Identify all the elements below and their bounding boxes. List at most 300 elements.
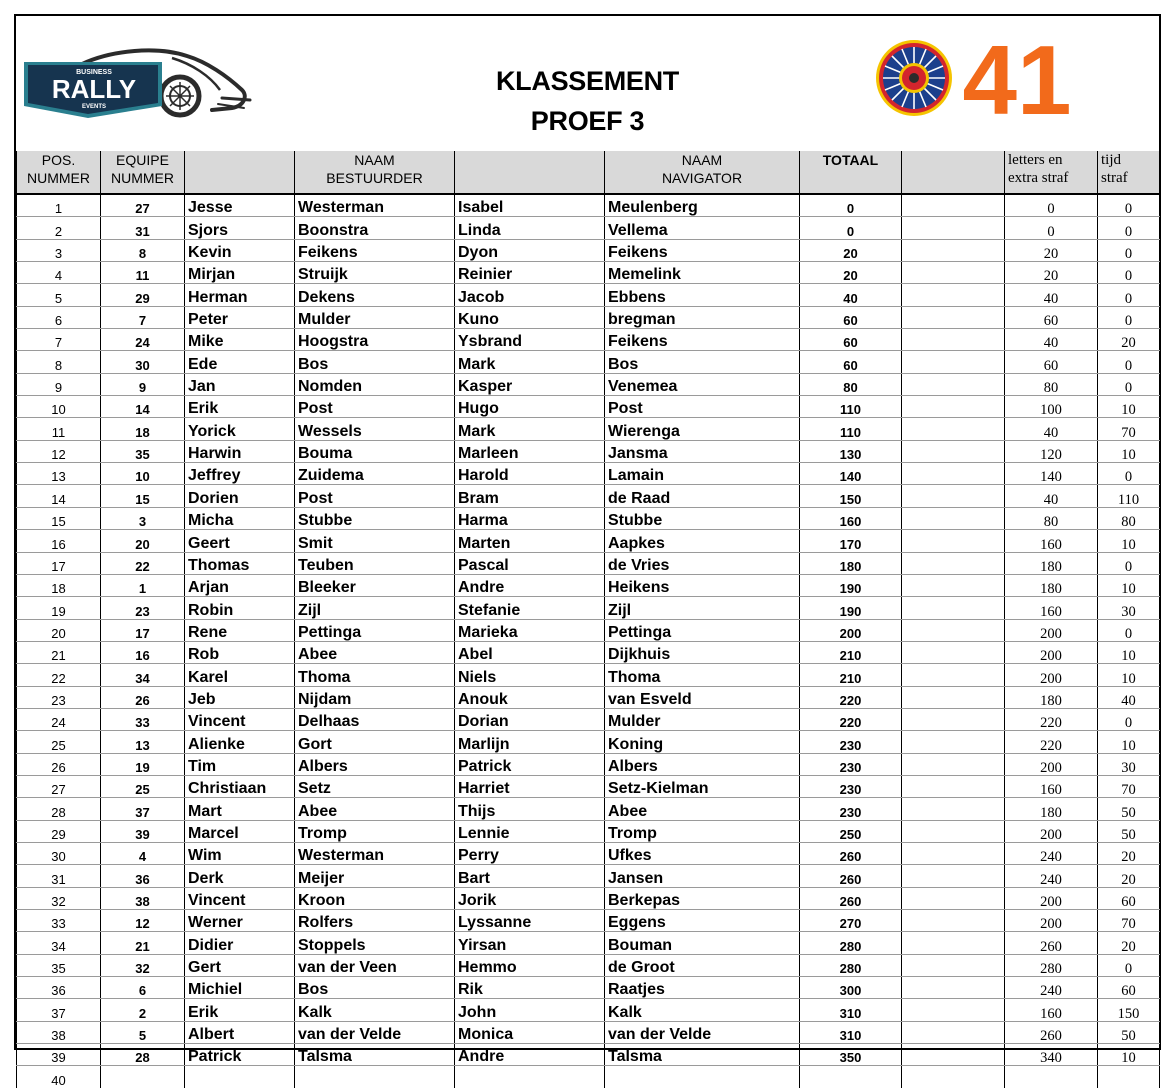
cell-equipe: 6 xyxy=(101,977,185,999)
cell-navigator-last-name: Dijkhuis xyxy=(605,641,800,663)
cell-position: 25 xyxy=(17,731,101,753)
cell-driver-first-name: Patrick xyxy=(185,1044,295,1066)
cell-tijd-straf: 20 xyxy=(1098,932,1160,954)
cell-letters-straf: 220 xyxy=(1005,731,1098,753)
col-header-driver-first xyxy=(185,151,295,194)
col-header-pos: POS. NUMMER xyxy=(17,151,101,194)
cell-position: 11 xyxy=(17,418,101,440)
table-row xyxy=(17,329,1160,351)
cell-totaal: 40 xyxy=(800,284,902,306)
cell-navigator-first-name: Anouk xyxy=(455,686,605,708)
cell-totaal: 220 xyxy=(800,708,902,730)
table-row xyxy=(17,239,1160,261)
cell-navigator-last-name: Setz-Kielman xyxy=(605,775,800,797)
cell-navigator-first-name: Andre xyxy=(455,1044,605,1066)
table-row xyxy=(17,977,1160,999)
cell-letters-straf: 240 xyxy=(1005,977,1098,999)
logo-text-events: EVENTS xyxy=(81,104,107,110)
cell-driver-first-name: Micha xyxy=(185,507,295,529)
cell-position: 23 xyxy=(17,686,101,708)
cell-driver-first-name: Erik xyxy=(185,396,295,418)
cell-empty xyxy=(902,418,1005,440)
table-row xyxy=(17,262,1160,284)
cell-letters-straf: 60 xyxy=(1005,351,1098,373)
cell-empty xyxy=(902,865,1005,887)
cell-tijd-straf: 0 xyxy=(1098,463,1160,485)
cell-navigator-first-name: Marleen xyxy=(455,440,605,462)
cell-letters-straf: 120 xyxy=(1005,440,1098,462)
cell-driver-first-name: Harwin xyxy=(185,440,295,462)
table-row xyxy=(17,597,1160,619)
cell-equipe: 11 xyxy=(101,262,185,284)
cell-equipe: 21 xyxy=(101,932,185,954)
cell-equipe: 2 xyxy=(101,999,185,1021)
table-row xyxy=(17,351,1160,373)
cell-navigator-last-name: Feikens xyxy=(605,239,800,261)
table-row xyxy=(17,1066,1160,1088)
cell-totaal: 170 xyxy=(800,530,902,552)
cell-equipe: 37 xyxy=(101,798,185,820)
cell-equipe: 12 xyxy=(101,910,185,932)
cell-navigator-first-name: Hugo xyxy=(455,396,605,418)
cell-letters-straf: 40 xyxy=(1005,329,1098,351)
cell-totaal: 250 xyxy=(800,820,902,842)
cell-letters-straf: 200 xyxy=(1005,910,1098,932)
cell-navigator-first-name: Linda xyxy=(455,217,605,239)
cell-tijd-straf: 10 xyxy=(1098,664,1160,686)
cell-position: 17 xyxy=(17,552,101,574)
cell-equipe: 39 xyxy=(101,820,185,842)
col-header-equipe: EQUIPE NUMMER xyxy=(101,151,185,194)
cell-driver-first-name: Erik xyxy=(185,999,295,1021)
table-row xyxy=(17,641,1160,663)
cell-equipe: 4 xyxy=(101,842,185,864)
cell-position: 18 xyxy=(17,574,101,596)
cell-equipe: 5 xyxy=(101,1021,185,1043)
cell-equipe: 14 xyxy=(101,396,185,418)
cell-navigator-last-name: Talsma xyxy=(605,1044,800,1066)
cell-equipe: 29 xyxy=(101,284,185,306)
cell-tijd-straf: 10 xyxy=(1098,530,1160,552)
cell-tijd-straf: 110 xyxy=(1098,485,1160,507)
cell-navigator-first-name: Lennie xyxy=(455,820,605,842)
cell-equipe: 17 xyxy=(101,619,185,641)
cell-totaal: 210 xyxy=(800,664,902,686)
table-row xyxy=(17,552,1160,574)
cell-tijd-straf: 0 xyxy=(1098,284,1160,306)
cell-position: 21 xyxy=(17,641,101,663)
cell-totaal: 280 xyxy=(800,932,902,954)
table-row xyxy=(17,396,1160,418)
cell-tijd-straf: 0 xyxy=(1098,373,1160,395)
cell-totaal: 150 xyxy=(800,485,902,507)
cell-position: 12 xyxy=(17,440,101,462)
cell-equipe: 23 xyxy=(101,597,185,619)
cell-driver-last-name: Albers xyxy=(295,753,455,775)
cell-tijd-straf: 0 xyxy=(1098,262,1160,284)
cell-driver-last-name: Delhaas xyxy=(295,708,455,730)
table-row xyxy=(17,284,1160,306)
cell-driver-last-name: Bouma xyxy=(295,440,455,462)
cell-totaal: 220 xyxy=(800,686,902,708)
cell-navigator-first-name: Stefanie xyxy=(455,597,605,619)
cell-empty xyxy=(902,708,1005,730)
cell-navigator-first-name: Harma xyxy=(455,507,605,529)
table-row xyxy=(17,753,1160,775)
cell-position: 16 xyxy=(17,530,101,552)
cell-position: 39 xyxy=(17,1044,101,1066)
cell-navigator-first-name: Mark xyxy=(455,351,605,373)
cell-driver-first-name: Derk xyxy=(185,865,295,887)
table-row xyxy=(17,999,1160,1021)
cell-empty xyxy=(902,842,1005,864)
cell-navigator-last-name: Meulenberg xyxy=(605,194,800,217)
cell-driver-last-name: Wessels xyxy=(295,418,455,440)
cell-tijd-straf: 10 xyxy=(1098,574,1160,596)
cell-navigator-last-name: Memelink xyxy=(605,262,800,284)
cell-navigator-first-name: Marten xyxy=(455,530,605,552)
cell-totaal: 230 xyxy=(800,731,902,753)
cell-position: 13 xyxy=(17,463,101,485)
cell-totaal: 20 xyxy=(800,262,902,284)
cell-navigator-first-name: Marieka xyxy=(455,619,605,641)
cell-navigator-first-name: Lyssanne xyxy=(455,910,605,932)
table-row xyxy=(17,574,1160,596)
cell-driver-first-name: Didier xyxy=(185,932,295,954)
cell-tijd-straf: 10 xyxy=(1098,440,1160,462)
round-table-41-logo xyxy=(872,38,1082,118)
cell-totaal: 110 xyxy=(800,396,902,418)
cell-position: 4 xyxy=(17,262,101,284)
cell-driver-last-name: Post xyxy=(295,485,455,507)
cell-empty xyxy=(902,351,1005,373)
cell-driver-last-name: Westerman xyxy=(295,194,455,217)
cell-navigator-last-name: bregman xyxy=(605,306,800,328)
cell-navigator-last-name: Thoma xyxy=(605,664,800,686)
cell-driver-first-name: Rene xyxy=(185,619,295,641)
cell-driver-first-name: Jan xyxy=(185,373,295,395)
cell-equipe: 18 xyxy=(101,418,185,440)
cell-empty xyxy=(902,686,1005,708)
sheet-header xyxy=(16,16,1159,153)
cell-navigator-last-name: Jansma xyxy=(605,440,800,462)
cell-totaal: 260 xyxy=(800,842,902,864)
cell-letters-straf: 40 xyxy=(1005,418,1098,440)
cell-driver-last-name: Post xyxy=(295,396,455,418)
table-row xyxy=(17,418,1160,440)
col-header-totaal: TOTAAL xyxy=(800,151,902,194)
cell-navigator-last-name: van der Velde xyxy=(605,1021,800,1043)
cell-equipe: 1 xyxy=(101,574,185,596)
cell-totaal: 260 xyxy=(800,865,902,887)
col-header-tijd: tijd straf xyxy=(1098,151,1160,194)
cell-totaal: 260 xyxy=(800,887,902,909)
cell-tijd-straf: 30 xyxy=(1098,597,1160,619)
cell-tijd-straf: 60 xyxy=(1098,977,1160,999)
cell-driver-last-name: Bleeker xyxy=(295,574,455,596)
cell-navigator-last-name: Eggens xyxy=(605,910,800,932)
cell-letters-straf: 160 xyxy=(1005,999,1098,1021)
table-row xyxy=(17,373,1160,395)
cell-tijd-straf: 60 xyxy=(1098,887,1160,909)
cell-equipe: 13 xyxy=(101,731,185,753)
cell-driver-last-name: Dekens xyxy=(295,284,455,306)
table-row xyxy=(17,463,1160,485)
cell-tijd-straf: 30 xyxy=(1098,753,1160,775)
cell-position: 30 xyxy=(17,842,101,864)
cell-equipe: 25 xyxy=(101,775,185,797)
cell-navigator-last-name: Kalk xyxy=(605,999,800,1021)
cell-position: 9 xyxy=(17,373,101,395)
cell-equipe: 20 xyxy=(101,530,185,552)
cell-navigator-last-name: Vellema xyxy=(605,217,800,239)
cell-driver-last-name: Abee xyxy=(295,641,455,663)
cell-equipe: 19 xyxy=(101,753,185,775)
cell-totaal: 130 xyxy=(800,440,902,462)
cell-equipe: 8 xyxy=(101,239,185,261)
cell-navigator-first-name: Thijs xyxy=(455,798,605,820)
cell-empty xyxy=(902,619,1005,641)
cell-navigator-first-name: John xyxy=(455,999,605,1021)
cell-totaal: 190 xyxy=(800,597,902,619)
cell-empty xyxy=(902,887,1005,909)
cell-totaal: 0 xyxy=(800,217,902,239)
cell-totaal: 60 xyxy=(800,351,902,373)
cell-navigator-last-name: de Groot xyxy=(605,954,800,976)
cell-equipe: 38 xyxy=(101,887,185,909)
cell-navigator-last-name: Albers xyxy=(605,753,800,775)
cell-driver-last-name: Feikens xyxy=(295,239,455,261)
cell-navigator-first-name: Perry xyxy=(455,842,605,864)
cell-navigator-last-name: Stubbe xyxy=(605,507,800,529)
table-row xyxy=(17,954,1160,976)
cell-position: 19 xyxy=(17,597,101,619)
col-header-navigator: NAAM NAVIGATOR xyxy=(605,151,800,194)
logo-number-41: 41 xyxy=(962,38,1072,118)
cell-empty xyxy=(902,485,1005,507)
table-row xyxy=(17,731,1160,753)
cell-totaal xyxy=(800,1066,902,1088)
cell-letters-straf xyxy=(1005,1066,1098,1088)
cell-navigator-last-name: Post xyxy=(605,396,800,418)
cell-tijd-straf: 80 xyxy=(1098,507,1160,529)
cell-empty xyxy=(902,217,1005,239)
cell-driver-last-name: Mulder xyxy=(295,306,455,328)
cell-navigator-last-name: de Raad xyxy=(605,485,800,507)
cell-navigator-first-name: Bram xyxy=(455,485,605,507)
cell-position: 35 xyxy=(17,954,101,976)
table-row xyxy=(17,530,1160,552)
cell-driver-last-name: Hoogstra xyxy=(295,329,455,351)
cell-navigator-first-name: Andre xyxy=(455,574,605,596)
cell-driver-last-name: van der Velde xyxy=(295,1021,455,1043)
cell-driver-first-name: Mike xyxy=(185,329,295,351)
cell-letters-straf: 200 xyxy=(1005,619,1098,641)
cell-navigator-first-name: Mark xyxy=(455,418,605,440)
cell-equipe: 30 xyxy=(101,351,185,373)
table-row xyxy=(17,842,1160,864)
cell-navigator-first-name: Rik xyxy=(455,977,605,999)
cell-letters-straf: 180 xyxy=(1005,798,1098,820)
cell-navigator-first-name: Harold xyxy=(455,463,605,485)
cell-letters-straf: 160 xyxy=(1005,597,1098,619)
cell-driver-first-name: Vincent xyxy=(185,887,295,909)
cell-empty xyxy=(902,641,1005,663)
cell-driver-first-name: Sjors xyxy=(185,217,295,239)
cell-tijd-straf: 70 xyxy=(1098,910,1160,932)
table-row xyxy=(17,1021,1160,1043)
cell-position: 22 xyxy=(17,664,101,686)
cell-position: 3 xyxy=(17,239,101,261)
cell-navigator-first-name: Reinier xyxy=(455,262,605,284)
cell-letters-straf: 160 xyxy=(1005,775,1098,797)
cell-driver-last-name: Zijl xyxy=(295,597,455,619)
cell-letters-straf: 40 xyxy=(1005,485,1098,507)
cell-position: 7 xyxy=(17,329,101,351)
cell-totaal: 300 xyxy=(800,977,902,999)
cell-driver-first-name: Jeffrey xyxy=(185,463,295,485)
cell-driver-last-name: Pettinga xyxy=(295,619,455,641)
cell-driver-first-name: Tim xyxy=(185,753,295,775)
cell-tijd-straf: 150 xyxy=(1098,999,1160,1021)
col-header-letters: letters en extra straf xyxy=(1005,151,1098,194)
cell-letters-straf: 80 xyxy=(1005,507,1098,529)
cell-navigator-first-name: Harriet xyxy=(455,775,605,797)
cell-tijd-straf: 40 xyxy=(1098,686,1160,708)
cell-totaal: 210 xyxy=(800,641,902,663)
cell-driver-first-name: Marcel xyxy=(185,820,295,842)
cell-position: 2 xyxy=(17,217,101,239)
cell-driver-first-name: Peter xyxy=(185,306,295,328)
cell-navigator-last-name: Bos xyxy=(605,351,800,373)
cell-totaal: 270 xyxy=(800,910,902,932)
cell-totaal: 160 xyxy=(800,507,902,529)
cell-equipe: 7 xyxy=(101,306,185,328)
cell-tijd-straf: 10 xyxy=(1098,731,1160,753)
cell-driver-first-name xyxy=(185,1066,295,1088)
cell-driver-first-name: Werner xyxy=(185,910,295,932)
cell-position: 29 xyxy=(17,820,101,842)
cell-navigator-first-name: Dorian xyxy=(455,708,605,730)
cell-driver-last-name: Westerman xyxy=(295,842,455,864)
cell-position: 15 xyxy=(17,507,101,529)
cell-empty xyxy=(902,775,1005,797)
cell-tijd-straf: 50 xyxy=(1098,820,1160,842)
cell-tijd-straf xyxy=(1098,1066,1160,1088)
cell-navigator-first-name: Yirsan xyxy=(455,932,605,954)
cell-position: 14 xyxy=(17,485,101,507)
cell-navigator-last-name: Zijl xyxy=(605,597,800,619)
cell-driver-last-name: Gort xyxy=(295,731,455,753)
cell-navigator-first-name: Marlijn xyxy=(455,731,605,753)
cell-tijd-straf: 10 xyxy=(1098,396,1160,418)
cell-letters-straf: 20 xyxy=(1005,262,1098,284)
cell-driver-last-name: Bos xyxy=(295,351,455,373)
cell-equipe xyxy=(101,1066,185,1088)
cell-driver-first-name: Kevin xyxy=(185,239,295,261)
cell-equipe: 34 xyxy=(101,664,185,686)
cell-navigator-last-name: Raatjes xyxy=(605,977,800,999)
cell-driver-first-name: Herman xyxy=(185,284,295,306)
cell-letters-straf: 200 xyxy=(1005,753,1098,775)
cell-letters-straf: 260 xyxy=(1005,1021,1098,1043)
cell-driver-last-name: Stoppels xyxy=(295,932,455,954)
cell-position: 36 xyxy=(17,977,101,999)
cell-navigator-first-name: Kasper xyxy=(455,373,605,395)
cell-navigator-first-name: Bart xyxy=(455,865,605,887)
cell-tijd-straf: 0 xyxy=(1098,306,1160,328)
cell-driver-first-name: Christiaan xyxy=(185,775,295,797)
table-header-row xyxy=(17,151,1160,194)
cell-driver-last-name: Struijk xyxy=(295,262,455,284)
cell-navigator-last-name: Koning xyxy=(605,731,800,753)
cell-navigator-first-name: Jacob xyxy=(455,284,605,306)
cell-driver-first-name: Geert xyxy=(185,530,295,552)
cell-driver-first-name: Arjan xyxy=(185,574,295,596)
cell-equipe: 16 xyxy=(101,641,185,663)
cell-position: 20 xyxy=(17,619,101,641)
cell-navigator-last-name: Aapkes xyxy=(605,530,800,552)
results-sheet xyxy=(14,14,1161,1088)
table-row xyxy=(17,217,1160,239)
cell-totaal: 200 xyxy=(800,619,902,641)
cell-driver-first-name: Vincent xyxy=(185,708,295,730)
cell-totaal: 0 xyxy=(800,194,902,217)
cell-driver-first-name: Yorick xyxy=(185,418,295,440)
cell-position: 38 xyxy=(17,1021,101,1043)
cell-driver-first-name: Gert xyxy=(185,954,295,976)
cell-equipe: 33 xyxy=(101,708,185,730)
cell-navigator-last-name: Abee xyxy=(605,798,800,820)
cell-navigator-last-name: Bouman xyxy=(605,932,800,954)
cell-empty xyxy=(902,820,1005,842)
cell-totaal: 280 xyxy=(800,954,902,976)
cell-driver-last-name: Boonstra xyxy=(295,217,455,239)
cell-letters-straf: 200 xyxy=(1005,664,1098,686)
cell-driver-last-name: Rolfers xyxy=(295,910,455,932)
cell-letters-straf: 260 xyxy=(1005,932,1098,954)
cell-position: 37 xyxy=(17,999,101,1021)
table-row xyxy=(17,306,1160,328)
cell-tijd-straf: 70 xyxy=(1098,418,1160,440)
cell-navigator-first-name: Kuno xyxy=(455,306,605,328)
cell-empty xyxy=(902,440,1005,462)
cell-letters-straf: 0 xyxy=(1005,217,1098,239)
cell-navigator-last-name: Ebbens xyxy=(605,284,800,306)
cell-equipe: 35 xyxy=(101,440,185,462)
cell-navigator-first-name: Niels xyxy=(455,664,605,686)
cell-letters-straf: 340 xyxy=(1005,1044,1098,1066)
cell-tijd-straf: 0 xyxy=(1098,552,1160,574)
cell-navigator-last-name: Berkepas xyxy=(605,887,800,909)
cell-driver-last-name: Zuidema xyxy=(295,463,455,485)
table-row xyxy=(17,485,1160,507)
cell-driver-first-name: Mirjan xyxy=(185,262,295,284)
cell-navigator-last-name: Wierenga xyxy=(605,418,800,440)
cell-empty xyxy=(902,731,1005,753)
cell-position: 10 xyxy=(17,396,101,418)
cell-driver-last-name: Talsma xyxy=(295,1044,455,1066)
cell-navigator-first-name: Pascal xyxy=(455,552,605,574)
cell-position: 5 xyxy=(17,284,101,306)
cell-navigator-last-name: van Esveld xyxy=(605,686,800,708)
cell-navigator-last-name: Ufkes xyxy=(605,842,800,864)
cell-position: 34 xyxy=(17,932,101,954)
cell-empty xyxy=(902,954,1005,976)
cell-empty xyxy=(902,574,1005,596)
cell-navigator-last-name: Heikens xyxy=(605,574,800,596)
cell-position: 28 xyxy=(17,798,101,820)
